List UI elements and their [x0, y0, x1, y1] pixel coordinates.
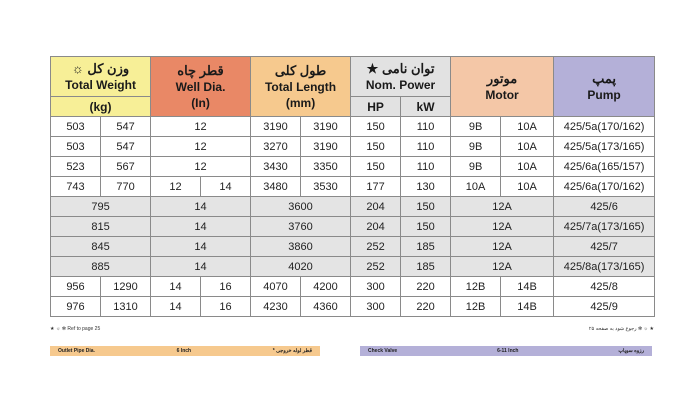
cell-pump: 425/7: [554, 237, 655, 257]
cell-well: 14: [151, 237, 251, 257]
spec-table-wrapper: [50, 56, 654, 317]
cell-length-b: 3190: [301, 137, 351, 157]
cell-weight-a: 976: [51, 297, 101, 317]
cell-length-a: 3430: [251, 157, 301, 177]
cell-hp: 252: [351, 257, 401, 277]
cell-weight-a: 523: [51, 157, 101, 177]
cell-weight-a: 503: [51, 117, 101, 137]
cell-kw: 130: [401, 177, 451, 197]
cell-pump: 425/7a(173/165): [554, 217, 655, 237]
header-weight-unit: (kg): [51, 97, 151, 117]
cell-well: 12: [151, 117, 251, 137]
cell-pump: 425/6a(165/157): [554, 157, 655, 177]
header-length-en: Total Length: [264, 79, 337, 94]
cell-hp: 252: [351, 237, 401, 257]
cell-weight: 795: [51, 197, 151, 217]
header-well-dia: [151, 57, 251, 117]
cell-well-a: 12: [151, 177, 201, 197]
spec-table-body: [51, 117, 655, 317]
header-pump: [554, 57, 655, 117]
cell-pump: 425/6a(170/162): [554, 177, 655, 197]
cell-well-a: 14: [151, 297, 201, 317]
table-row: [51, 277, 655, 297]
table-row: [51, 137, 655, 157]
table-row: [51, 197, 655, 217]
cell-length: 3860: [251, 237, 351, 257]
cell-kw: 150: [401, 197, 451, 217]
check-valve-fa: رزوه سوپاپ: [618, 348, 644, 354]
cell-motor-a: 9B: [451, 117, 501, 137]
cell-weight: 845: [51, 237, 151, 257]
cell-well-b: 16: [201, 277, 251, 297]
cell-well-b: 14: [201, 177, 251, 197]
cell-motor-a: 9B: [451, 137, 501, 157]
cell-length-a: 3480: [251, 177, 301, 197]
table-row: [51, 177, 655, 197]
cell-length-b: 3350: [301, 157, 351, 177]
cell-weight-b: 1290: [101, 277, 151, 297]
cell-length: 3600: [251, 197, 351, 217]
cell-pump: 425/8: [554, 277, 655, 297]
check-valve-label: Check Valve: [368, 348, 398, 354]
cell-kw: 110: [401, 117, 451, 137]
cell-weight-a: 743: [51, 177, 101, 197]
table-row: [51, 217, 655, 237]
cell-pump: 425/8a(173/165): [554, 257, 655, 277]
cell-well: 14: [151, 257, 251, 277]
cell-well: 14: [151, 197, 251, 217]
header-motor: [451, 57, 554, 117]
cell-hp: 204: [351, 217, 401, 237]
cell-well: 12: [151, 137, 251, 157]
header-kw: kW: [401, 97, 451, 117]
check-valve-value: 6-11 Inch: [497, 348, 519, 354]
header-length-unit: (mm): [285, 95, 316, 110]
cell-kw: 220: [401, 297, 451, 317]
outlet-pipe-label: Outlet Pipe Dia.: [58, 348, 95, 354]
pump-spec-table: [50, 56, 655, 317]
cell-well: 14: [151, 217, 251, 237]
cell-well: 12: [151, 157, 251, 177]
cell-motor-a: 12B: [451, 297, 501, 317]
cell-hp: 150: [351, 157, 401, 177]
cell-kw: 185: [401, 237, 451, 257]
cell-pump: 425/6: [554, 197, 655, 217]
cell-weight: 885: [51, 257, 151, 277]
header-power-en: Nom. Power: [365, 77, 436, 92]
header-weight-fa: ☼ وزن کل: [71, 60, 130, 76]
cell-weight-b: 547: [101, 117, 151, 137]
table-row: [51, 297, 655, 317]
table-row: [51, 257, 655, 277]
cell-motor-b: 10A: [501, 137, 554, 157]
outlet-pipe-value: 6 Inch: [176, 348, 192, 354]
header-hp: HP: [351, 97, 401, 117]
cell-hp: 204: [351, 197, 401, 217]
check-valve-bar: [360, 346, 652, 356]
cell-motor: 12A: [451, 197, 554, 217]
cell-length: 4020: [251, 257, 351, 277]
cell-kw: 110: [401, 137, 451, 157]
header-weight-en: Total Weight: [65, 77, 136, 92]
table-row: [51, 237, 655, 257]
header-total-weight: [51, 57, 151, 97]
cell-weight-b: 1310: [101, 297, 151, 317]
cell-length-a: 3270: [251, 137, 301, 157]
cell-kw: 150: [401, 217, 451, 237]
header-motor-fa: موتور: [486, 70, 518, 86]
cell-weight-b: 547: [101, 137, 151, 157]
cell-motor-b: 10A: [501, 157, 554, 177]
cell-length-a: 4070: [251, 277, 301, 297]
cell-well-b: 16: [201, 297, 251, 317]
cell-well-a: 14: [151, 277, 201, 297]
cell-pump: 425/9: [554, 297, 655, 317]
cell-hp: 150: [351, 117, 401, 137]
header-pump-fa: پمپ: [592, 70, 617, 86]
footnote-en: ★ ☼ ✻ Ref to page 25: [50, 326, 101, 332]
cell-pump: 425/5a(170/162): [554, 117, 655, 137]
cell-kw: 110: [401, 157, 451, 177]
header-length-fa: طول کلی: [274, 62, 327, 78]
cell-length-b: 3190: [301, 117, 351, 137]
header-well-fa: قطر چاه: [177, 62, 224, 78]
cell-motor-a: 9B: [451, 157, 501, 177]
cell-hp: 300: [351, 277, 401, 297]
header-pump-en: Pump: [587, 87, 621, 102]
cell-weight-b: 770: [101, 177, 151, 197]
cell-motor-b: 14B: [501, 297, 554, 317]
outlet-pipe-bar: [50, 346, 320, 356]
footnote-fa: ★ ☼ ✻ رجوع شود به صفحه ۲۵: [588, 326, 654, 332]
cell-motor-b: 14B: [501, 277, 554, 297]
cell-length-b: 4200: [301, 277, 351, 297]
cell-length-a: 4230: [251, 297, 301, 317]
cell-motor-a: 12B: [451, 277, 501, 297]
cell-weight: 815: [51, 217, 151, 237]
cell-kw: 185: [401, 257, 451, 277]
cell-length-b: 3530: [301, 177, 351, 197]
header-nom-power: [351, 57, 451, 97]
header-well-en: Well Dia.: [175, 79, 226, 94]
cell-motor: 12A: [451, 217, 554, 237]
cell-motor-a: 10A: [451, 177, 501, 197]
cell-kw: 220: [401, 277, 451, 297]
cell-hp: 150: [351, 137, 401, 157]
cell-weight-b: 567: [101, 157, 151, 177]
cell-motor: 12A: [451, 237, 554, 257]
cell-motor-b: 10A: [501, 177, 554, 197]
table-row: [51, 117, 655, 137]
cell-pump: 425/5a(173/165): [554, 137, 655, 157]
table-row: [51, 157, 655, 177]
cell-length-a: 3190: [251, 117, 301, 137]
header-total-length: [251, 57, 351, 117]
cell-length: 3760: [251, 217, 351, 237]
cell-weight-a: 956: [51, 277, 101, 297]
header-well-unit: (In): [191, 95, 210, 110]
header-power-fa: ★ توان نامی: [366, 60, 435, 76]
cell-length-b: 4360: [301, 297, 351, 317]
cell-hp: 177: [351, 177, 401, 197]
cell-motor: 12A: [451, 257, 554, 277]
cell-motor-b: 10A: [501, 117, 554, 137]
cell-weight-a: 503: [51, 137, 101, 157]
outlet-pipe-fa: * قطر لوله خروجی: [272, 348, 312, 354]
cell-hp: 300: [351, 297, 401, 317]
header-motor-en: Motor: [485, 87, 519, 102]
